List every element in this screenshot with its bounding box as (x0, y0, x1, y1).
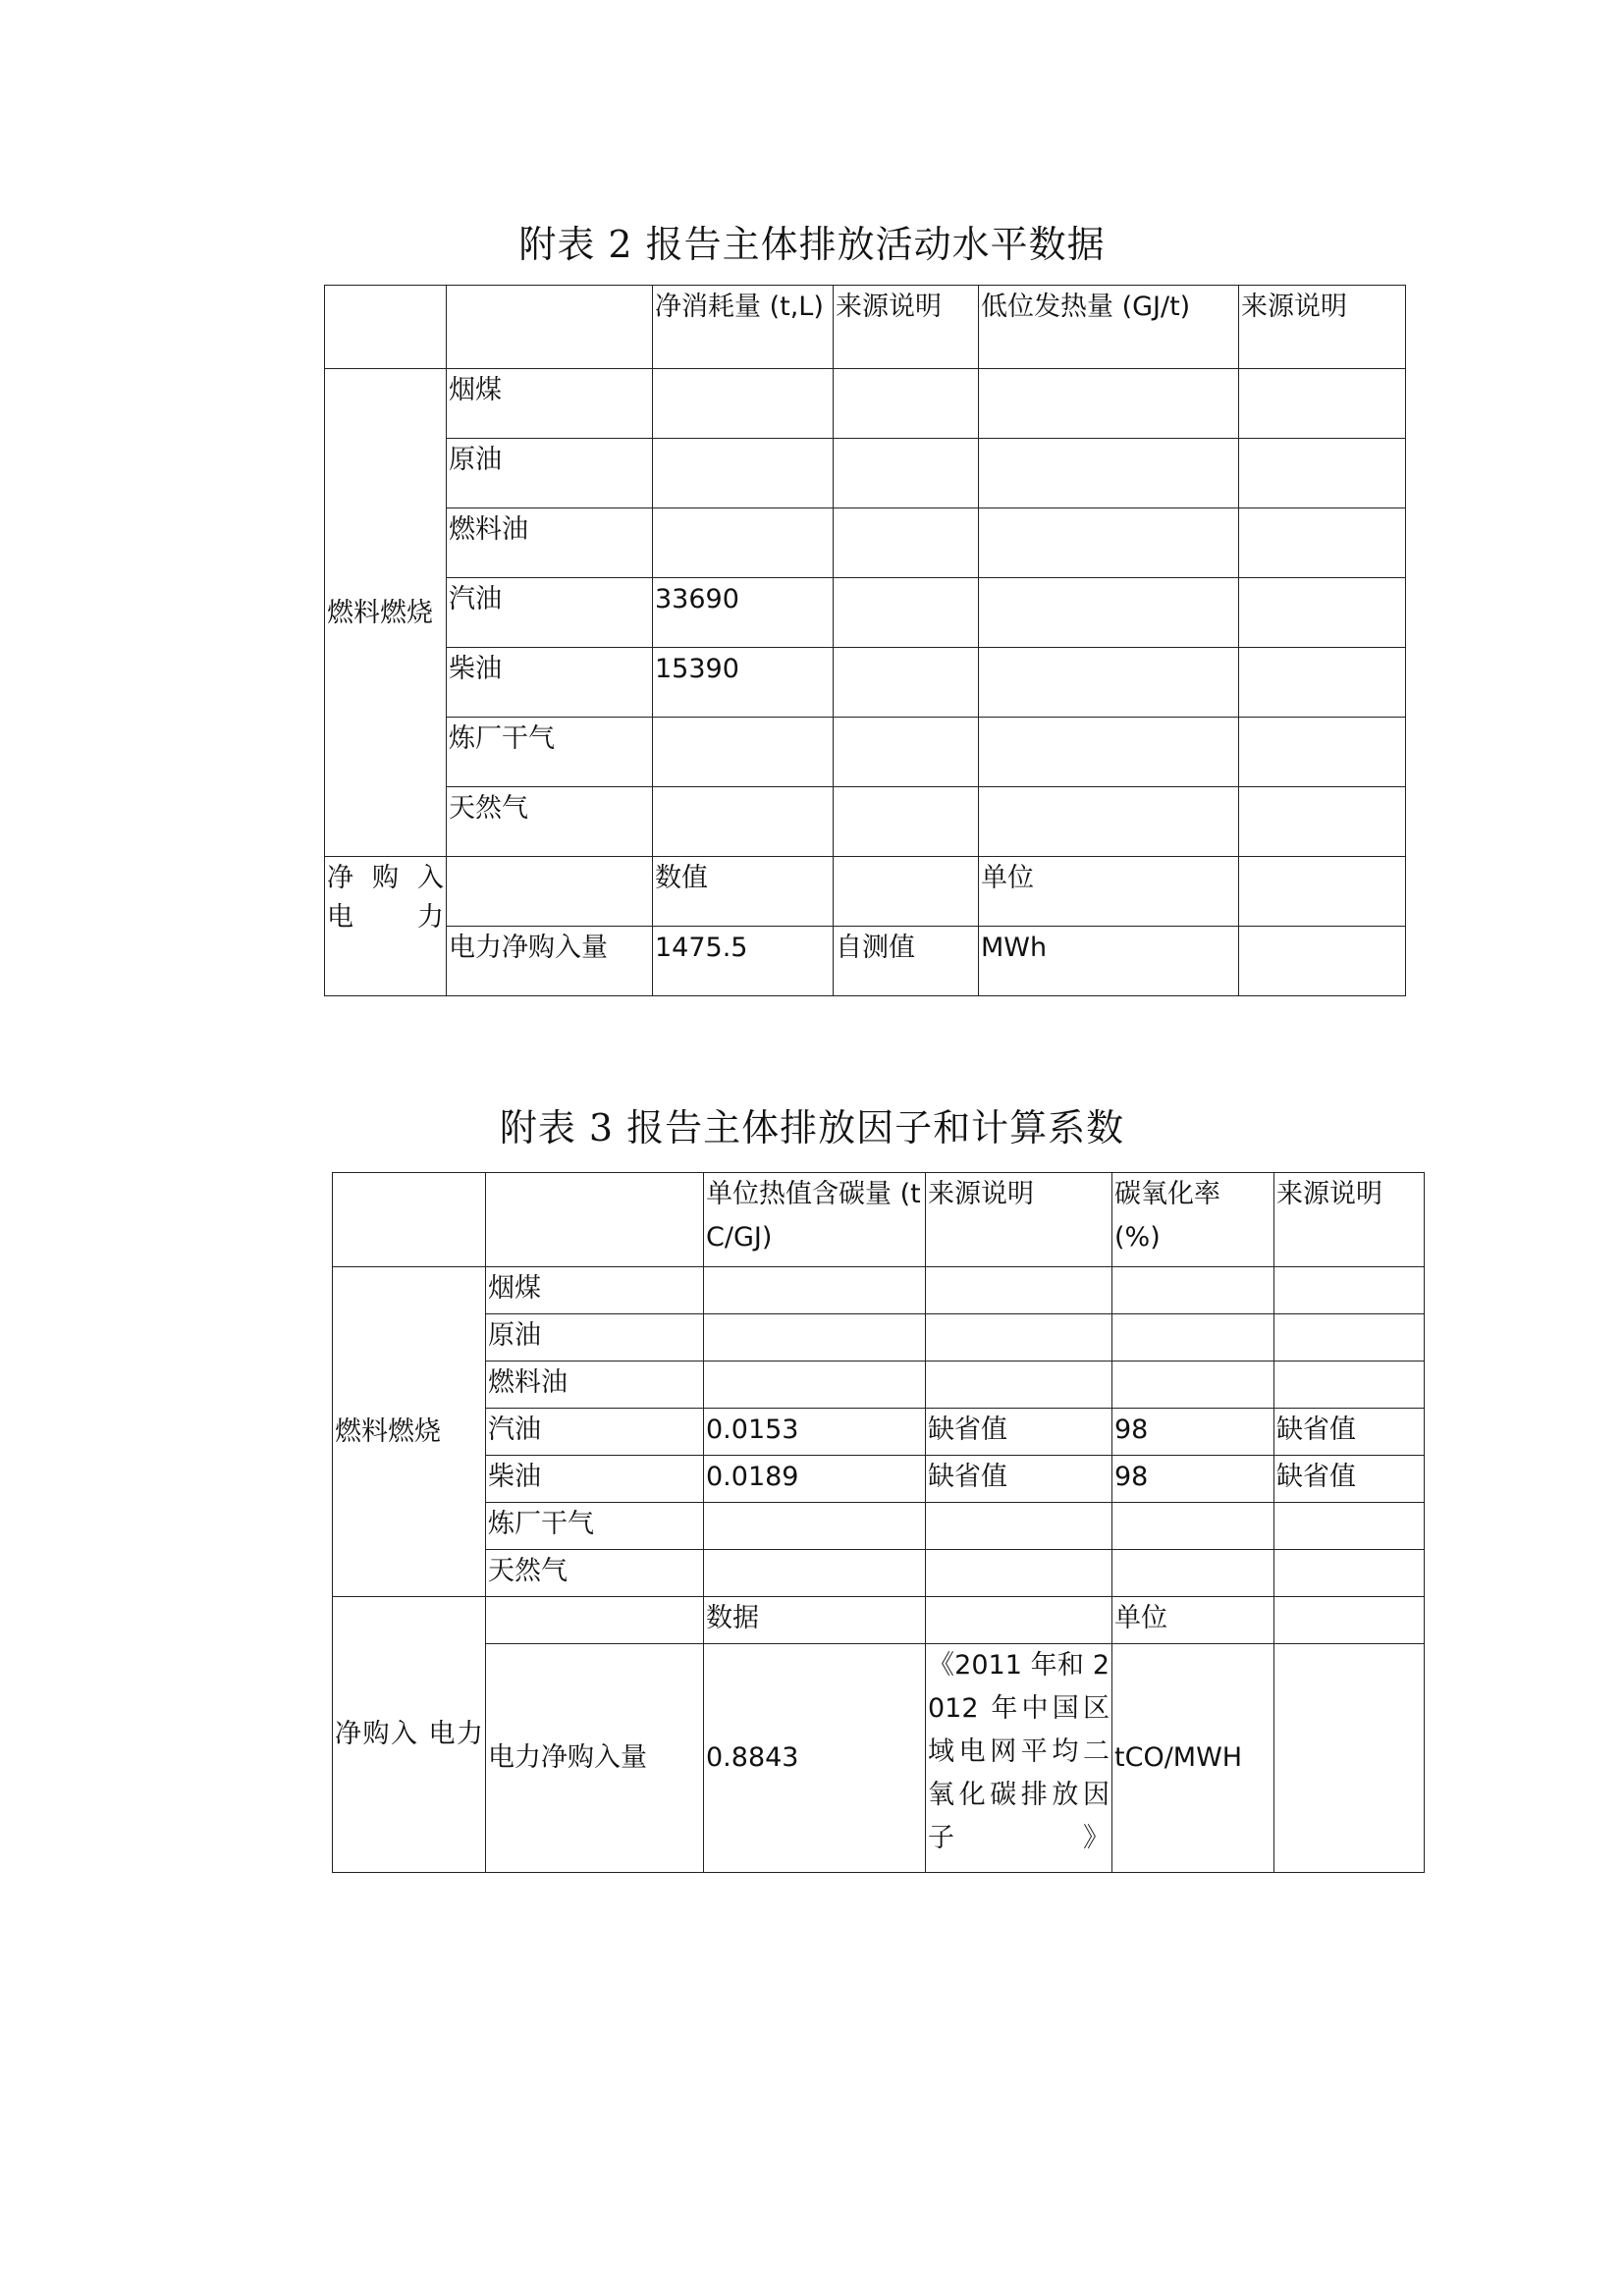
oxidation-rate-cell (1112, 1550, 1274, 1597)
heat-value-cell (979, 787, 1239, 857)
unit-label: 单位 (1112, 1597, 1274, 1644)
group-label-electricity: 净购入 电力 (333, 1597, 486, 1873)
consumption-cell (653, 787, 834, 857)
group-label-fuel: 燃料燃烧 (333, 1267, 486, 1597)
consumption-cell (653, 439, 834, 508)
header-cell (447, 286, 653, 369)
electricity-value: 0.8843 (704, 1644, 926, 1873)
header-cell: 碳氧化率 (%) (1112, 1173, 1274, 1267)
table-header-row (325, 286, 1406, 369)
source-cell (834, 787, 979, 857)
table-row (333, 1409, 1425, 1456)
table-row (325, 369, 1406, 439)
source-cell (834, 508, 979, 578)
table-header-row (333, 1173, 1425, 1267)
source-cell (926, 1267, 1112, 1314)
oxidation-rate-cell (1112, 1267, 1274, 1314)
table-row (333, 1362, 1425, 1409)
source-cell (926, 1503, 1112, 1550)
source-cell (1274, 1267, 1425, 1314)
fuel-name: 烟煤 (486, 1267, 704, 1314)
source-cell (1239, 718, 1406, 787)
table-cell (1239, 927, 1406, 996)
oxidation-rate-cell (1112, 1362, 1274, 1409)
fuel-name: 柴油 (447, 648, 653, 718)
header-cell (486, 1173, 704, 1267)
header-cell: 净消耗量 (t,L) (653, 286, 834, 369)
table-row (325, 508, 1406, 578)
source-cell: 缺省值 (1274, 1409, 1425, 1456)
table-row (325, 857, 1406, 927)
table-cell (1239, 857, 1406, 927)
source-cell: 缺省值 (926, 1409, 1112, 1456)
oxidation-rate-cell (1112, 1503, 1274, 1550)
value-label: 数据 (704, 1597, 926, 1644)
carbon-content-cell: 0.0189 (704, 1456, 926, 1503)
source-cell: 缺省值 (926, 1456, 1112, 1503)
table-cell (834, 857, 979, 927)
electricity-value: 1475.5 (653, 927, 834, 996)
consumption-cell: 33690 (653, 578, 834, 648)
table-row (333, 1503, 1425, 1550)
electricity-source: 自测值 (834, 927, 979, 996)
table-row (333, 1597, 1425, 1644)
source-cell (834, 439, 979, 508)
source-cell (926, 1314, 1112, 1362)
table-cell (486, 1597, 704, 1644)
value-label: 数值 (653, 857, 834, 927)
header-cell (333, 1173, 486, 1267)
fuel-name: 原油 (486, 1314, 704, 1362)
header-cell: 来源说明 (834, 286, 979, 369)
table-row (333, 1550, 1425, 1597)
electricity-name: 电力净购入量 (486, 1644, 704, 1873)
heat-value-cell (979, 369, 1239, 439)
header-cell: 单位热值含碳量 (tC/GJ) (704, 1173, 926, 1267)
source-cell (1239, 648, 1406, 718)
table-cell (447, 857, 653, 927)
source-cell (834, 718, 979, 787)
carbon-content-cell (704, 1550, 926, 1597)
source-cell (1274, 1362, 1425, 1409)
oxidation-rate-cell: 98 (1112, 1456, 1274, 1503)
heat-value-cell (979, 718, 1239, 787)
electricity-name: 电力净购入量 (447, 927, 653, 996)
group-label-fuel: 燃料燃烧 (325, 369, 447, 857)
table-cell (926, 1597, 1112, 1644)
fuel-name: 天然气 (447, 787, 653, 857)
table-row (333, 1314, 1425, 1362)
table-row (325, 927, 1406, 996)
source-cell (1239, 508, 1406, 578)
source-cell (1274, 1503, 1425, 1550)
carbon-content-cell (704, 1314, 926, 1362)
consumption-cell (653, 369, 834, 439)
table-row (325, 439, 1406, 508)
table-row (325, 648, 1406, 718)
heat-value-cell (979, 508, 1239, 578)
heat-value-cell (979, 578, 1239, 648)
fuel-name: 炼厂干气 (447, 718, 653, 787)
heat-value-cell (979, 439, 1239, 508)
table-row (333, 1267, 1425, 1314)
table3-title: 附表 3 报告主体排放因子和计算系数 (499, 1106, 1125, 1149)
header-cell: 来源说明 (926, 1173, 1112, 1267)
header-cell (325, 286, 447, 369)
carbon-content-cell: 0.0153 (704, 1409, 926, 1456)
source-cell (1239, 369, 1406, 439)
fuel-name: 柴油 (486, 1456, 704, 1503)
table-row (333, 1456, 1425, 1503)
unit-label: 单位 (979, 857, 1239, 927)
oxidation-rate-cell (1112, 1314, 1274, 1362)
electricity-unit: tCO/MWH (1112, 1644, 1274, 1873)
source-cell (1274, 1314, 1425, 1362)
consumption-cell (653, 718, 834, 787)
electricity-unit: MWh (979, 927, 1239, 996)
carbon-content-cell (704, 1267, 926, 1314)
consumption-cell: 15390 (653, 648, 834, 718)
table-row (333, 1644, 1425, 1873)
table-cell (1274, 1644, 1425, 1873)
carbon-content-cell (704, 1362, 926, 1409)
table-row (325, 718, 1406, 787)
source-cell (1239, 439, 1406, 508)
group-label-electricity: 净 购 入 电力 (325, 857, 447, 996)
fuel-name: 汽油 (447, 578, 653, 648)
source-cell (1239, 787, 1406, 857)
table-row (325, 787, 1406, 857)
source-cell (834, 578, 979, 648)
source-cell (926, 1362, 1112, 1409)
header-cell: 来源说明 (1274, 1173, 1425, 1267)
source-cell (1274, 1550, 1425, 1597)
source-cell (926, 1550, 1112, 1597)
oxidation-rate-cell: 98 (1112, 1409, 1274, 1456)
emission-factor-table (332, 1172, 1425, 1873)
source-cell (834, 369, 979, 439)
activity-data-table (324, 285, 1406, 996)
header-cell: 来源说明 (1239, 286, 1406, 369)
fuel-name: 燃料油 (486, 1362, 704, 1409)
table-cell (1274, 1597, 1425, 1644)
electricity-source: 《2011 年和 2012 年中国区域电网平均二氧化碳排放因子》 (926, 1644, 1112, 1873)
source-cell (1239, 578, 1406, 648)
fuel-name: 汽油 (486, 1409, 704, 1456)
fuel-name: 炼厂干气 (486, 1503, 704, 1550)
table-row (325, 578, 1406, 648)
consumption-cell (653, 508, 834, 578)
fuel-name: 原油 (447, 439, 653, 508)
table2-title: 附表 2 报告主体排放活动水平数据 (518, 223, 1106, 266)
heat-value-cell (979, 648, 1239, 718)
fuel-name: 烟煤 (447, 369, 653, 439)
source-cell (834, 648, 979, 718)
carbon-content-cell (704, 1503, 926, 1550)
header-cell: 低位发热量 (GJ/t) (979, 286, 1239, 369)
source-cell: 缺省值 (1274, 1456, 1425, 1503)
fuel-name: 天然气 (486, 1550, 704, 1597)
fuel-name: 燃料油 (447, 508, 653, 578)
